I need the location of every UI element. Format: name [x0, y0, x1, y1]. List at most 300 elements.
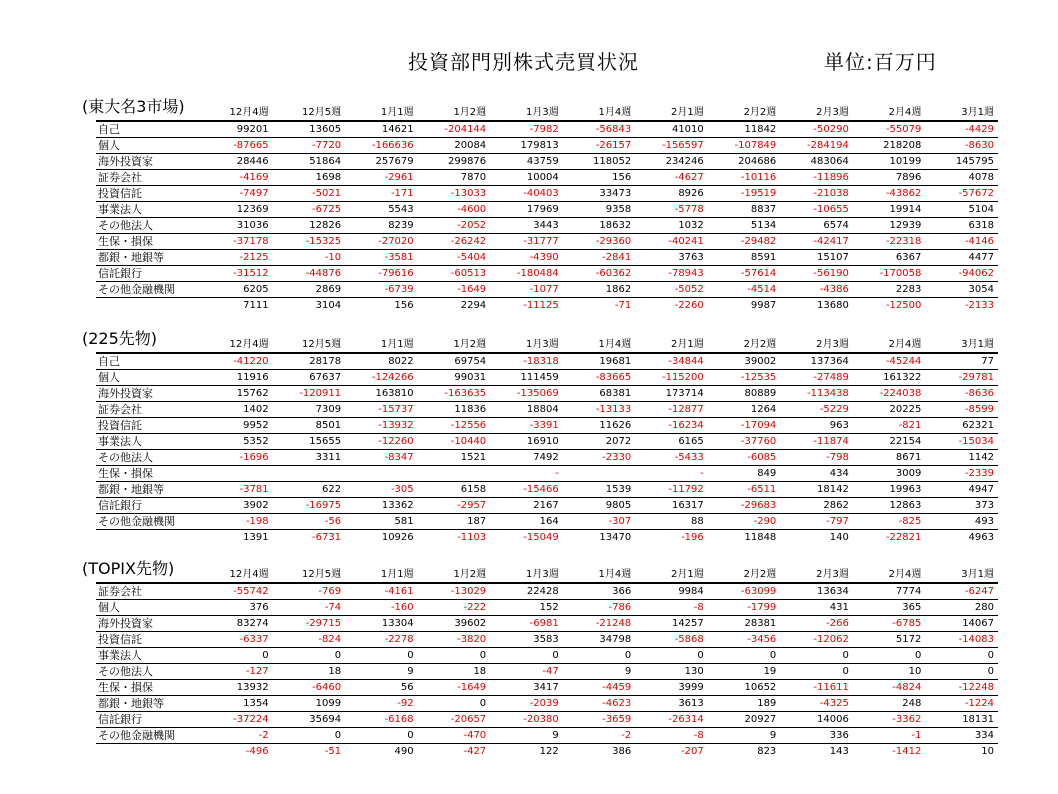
total-cell: 156 — [394, 300, 414, 311]
value-cell: -4169 — [200, 170, 273, 186]
value-cell: 3613 — [635, 696, 708, 712]
value-cell: -798 — [780, 450, 853, 466]
value-cell: 28381 — [708, 616, 781, 632]
value-cell: 0 — [708, 648, 781, 664]
value-cell: -290 — [708, 514, 781, 530]
total-cell: 386 — [612, 746, 632, 757]
value-cell: -37760 — [708, 434, 781, 450]
table-row — [96, 418, 998, 434]
value-cell: -163635 — [418, 386, 491, 402]
value-cell: -17094 — [708, 418, 781, 434]
value-cell: -74 — [273, 600, 346, 616]
total-cell: 823 — [757, 746, 777, 757]
table-row — [96, 466, 998, 482]
value-cell: -3456 — [708, 632, 781, 648]
value-cell: 6574 — [780, 218, 853, 234]
value-cell: 2283 — [853, 282, 926, 298]
value-cell: 17969 — [490, 202, 563, 218]
value-cell: 6318 — [925, 218, 998, 234]
value-cell: -5868 — [635, 632, 708, 648]
value-cell: -12535 — [708, 370, 781, 386]
row-label: 生保・損保 — [96, 466, 200, 482]
value-cell: 28446 — [200, 154, 273, 170]
table-row — [96, 218, 998, 234]
value-cell: 14067 — [925, 616, 998, 632]
value-cell: -1649 — [418, 282, 491, 298]
value-cell: 83274 — [200, 616, 273, 632]
value-cell: 99031 — [418, 370, 491, 386]
value-cell: -11792 — [635, 482, 708, 498]
value-cell: 0 — [490, 648, 563, 664]
value-cell: -307 — [563, 514, 636, 530]
value-cell: -57614 — [708, 266, 781, 282]
value-cell: 4477 — [925, 250, 998, 266]
value-cell: -40241 — [635, 234, 708, 250]
row-label: 海外投資家 — [96, 616, 200, 632]
value-cell: 18 — [418, 664, 491, 680]
value-cell — [273, 466, 346, 482]
value-cell: 11626 — [563, 418, 636, 434]
row-label: 証券会社 — [96, 583, 200, 600]
table-row — [96, 583, 998, 600]
total-cell: -427 — [463, 746, 487, 757]
value-cell: -2 — [563, 728, 636, 744]
value-cell: 77 — [925, 353, 998, 370]
table-row — [96, 696, 998, 712]
value-cell: -769 — [273, 583, 346, 600]
value-cell: 7492 — [490, 450, 563, 466]
value-cell: -2961 — [345, 170, 418, 186]
value-cell: 19914 — [853, 202, 926, 218]
value-cell: 1539 — [563, 482, 636, 498]
total-cell: 13470 — [599, 532, 632, 543]
value-cell: 6205 — [200, 282, 273, 298]
value-cell: 7896 — [853, 170, 926, 186]
value-cell: 483064 — [780, 154, 853, 170]
value-cell: 56 — [345, 680, 418, 696]
row-label: 事業法人 — [96, 648, 200, 664]
value-cell: -20380 — [490, 712, 563, 728]
total-cell: -496 — [245, 746, 269, 757]
week-header: 12月4週 — [200, 105, 273, 121]
value-cell: 14006 — [780, 712, 853, 728]
value-cell: 18632 — [563, 218, 636, 234]
value-cell: -1799 — [708, 600, 781, 616]
value-cell: 31036 — [200, 218, 273, 234]
value-cell: 13932 — [200, 680, 273, 696]
week-header: 1月4週 — [563, 105, 636, 121]
value-cell: 20225 — [853, 402, 926, 418]
header-blank — [96, 337, 200, 353]
value-cell: -6739 — [345, 282, 418, 298]
value-cell: -1224 — [925, 696, 998, 712]
row-label: 都銀・地銀等 — [96, 250, 200, 266]
value-cell: -4429 — [925, 121, 998, 138]
value-cell: 13634 — [780, 583, 853, 600]
value-cell: -6460 — [273, 680, 346, 696]
value-cell: 4078 — [925, 170, 998, 186]
row-label: 海外投資家 — [96, 154, 200, 170]
value-cell: 10004 — [490, 170, 563, 186]
value-cell: -56843 — [563, 121, 636, 138]
value-cell: 179813 — [490, 138, 563, 154]
row-label: 信託銀行 — [96, 266, 200, 282]
week-header: 1月1週 — [345, 337, 418, 353]
total-cell: -51 — [324, 746, 342, 757]
value-cell: 581 — [345, 514, 418, 530]
value-cell: -10655 — [780, 202, 853, 218]
value-cell: 493 — [925, 514, 998, 530]
value-cell: -57672 — [925, 186, 998, 202]
value-cell: -284194 — [780, 138, 853, 154]
total-cell: -2133 — [964, 300, 994, 311]
table-row — [96, 498, 998, 514]
value-cell: -11611 — [780, 680, 853, 696]
week-header: 1月2週 — [418, 337, 491, 353]
value-cell: 11836 — [418, 402, 491, 418]
value-cell: -2039 — [490, 696, 563, 712]
value-cell: 156 — [563, 170, 636, 186]
value-cell: -5021 — [273, 186, 346, 202]
total-cell: 1391 — [243, 532, 269, 543]
row-label: 証券会社 — [96, 402, 200, 418]
value-cell: -2841 — [563, 250, 636, 266]
table-row — [96, 514, 998, 530]
value-cell: -50290 — [780, 121, 853, 138]
week-header: 3月1週 — [925, 337, 998, 353]
page-title: 投資部門別株式売買状況 — [408, 50, 639, 74]
value-cell — [418, 466, 491, 482]
total-cell: -207 — [681, 746, 704, 757]
value-cell: -4390 — [490, 250, 563, 266]
row-label: 自己 — [96, 353, 200, 370]
value-cell: 20084 — [418, 138, 491, 154]
week-header: 2月3週 — [780, 337, 853, 353]
value-cell: -4161 — [345, 583, 418, 600]
value-cell: 3054 — [925, 282, 998, 298]
value-cell: -43862 — [853, 186, 926, 202]
row-label: 信託銀行 — [96, 712, 200, 728]
value-cell: 3999 — [635, 680, 708, 696]
value-cell: 0 — [345, 648, 418, 664]
value-cell: 161322 — [853, 370, 926, 386]
value-cell: -29482 — [708, 234, 781, 250]
value-cell: -44876 — [273, 266, 346, 282]
value-cell: -6168 — [345, 712, 418, 728]
value-cell: -4824 — [853, 680, 926, 696]
value-cell: -12556 — [418, 418, 491, 434]
value-cell: 22154 — [853, 434, 926, 450]
value-cell: 130 — [635, 664, 708, 680]
value-cell: 3763 — [635, 250, 708, 266]
total-cell: -196 — [681, 532, 704, 543]
value-cell: -11896 — [780, 170, 853, 186]
value-cell: 99201 — [200, 121, 273, 138]
row-label: 信託銀行 — [96, 498, 200, 514]
total-cell: 10926 — [381, 532, 414, 543]
table-row — [96, 712, 998, 728]
value-cell: -11874 — [780, 434, 853, 450]
value-cell: -2330 — [563, 450, 636, 466]
value-cell: -124266 — [345, 370, 418, 386]
week-header: 1月1週 — [345, 567, 418, 583]
value-cell: 248 — [853, 696, 926, 712]
row-label: 海外投資家 — [96, 386, 200, 402]
value-cell: 18 — [273, 664, 346, 680]
value-cell: -56190 — [780, 266, 853, 282]
week-header: 2月2週 — [708, 105, 781, 121]
value-cell: -2339 — [925, 466, 998, 482]
row-label: 自己 — [96, 121, 200, 138]
value-cell: 1521 — [418, 450, 491, 466]
value-cell: 10652 — [708, 680, 781, 696]
value-cell: -79616 — [345, 266, 418, 282]
value-cell — [563, 466, 636, 482]
table-row — [96, 482, 998, 498]
value-cell: 6158 — [418, 482, 491, 498]
row-label: その他金融機関 — [96, 514, 200, 530]
value-cell: 12369 — [200, 202, 273, 218]
value-cell: -26314 — [635, 712, 708, 728]
total-cell: 4963 — [968, 532, 994, 543]
total-cell: 13680 — [817, 300, 849, 311]
value-cell: -5229 — [780, 402, 853, 418]
week-header: 2月2週 — [708, 337, 781, 353]
value-cell: -1696 — [200, 450, 273, 466]
total-cell: -1412 — [892, 746, 922, 757]
value-cell: -29360 — [563, 234, 636, 250]
value-cell: -21248 — [563, 616, 636, 632]
total-cell: 490 — [394, 746, 414, 757]
value-cell: 0 — [853, 648, 926, 664]
table-row — [96, 616, 998, 632]
table-row — [96, 234, 998, 250]
row-label: 事業法人 — [96, 202, 200, 218]
value-cell: -266 — [780, 616, 853, 632]
week-header: 1月4週 — [563, 337, 636, 353]
value-cell: 15762 — [200, 386, 273, 402]
value-cell: 299876 — [418, 154, 491, 170]
value-cell: 3311 — [273, 450, 346, 466]
value-cell: 8837 — [708, 202, 781, 218]
value-cell: 0 — [780, 664, 853, 680]
value-cell: 204686 — [708, 154, 781, 170]
value-cell: -135069 — [490, 386, 563, 402]
value-cell: -15466 — [490, 482, 563, 498]
value-cell: 3583 — [490, 632, 563, 648]
value-cell: 9 — [345, 664, 418, 680]
value-cell: 6367 — [853, 250, 926, 266]
value-cell: -3820 — [418, 632, 491, 648]
total-row — [96, 298, 998, 314]
value-cell: 0 — [925, 664, 998, 680]
value-cell: -18318 — [490, 353, 563, 370]
week-header: 2月2週 — [708, 567, 781, 583]
value-cell: -87665 — [200, 138, 273, 154]
value-cell: 12863 — [853, 498, 926, 514]
value-cell: -27489 — [780, 370, 853, 386]
value-cell: -2 — [200, 728, 273, 744]
section-label: (225先物) — [82, 329, 158, 348]
value-cell: -170058 — [853, 266, 926, 282]
value-cell: 0 — [273, 728, 346, 744]
row-label: 事業法人 — [96, 434, 200, 450]
value-cell: 33473 — [563, 186, 636, 202]
header-row — [96, 337, 998, 353]
trading-table — [96, 105, 998, 313]
value-cell: 234246 — [635, 154, 708, 170]
value-cell: 152 — [490, 600, 563, 616]
table-row — [96, 680, 998, 696]
value-cell: 9952 — [200, 418, 273, 434]
value-cell: 849 — [708, 466, 781, 482]
row-label: 証券会社 — [96, 170, 200, 186]
value-cell: -2125 — [200, 250, 273, 266]
value-cell: -78943 — [635, 266, 708, 282]
value-cell: 11916 — [200, 370, 273, 386]
value-cell: 39002 — [708, 353, 781, 370]
value-cell: -7982 — [490, 121, 563, 138]
value-cell: 336 — [780, 728, 853, 744]
value-cell: -13033 — [418, 186, 491, 202]
value-cell: -305 — [345, 482, 418, 498]
value-cell: -224038 — [853, 386, 926, 402]
value-cell: -5052 — [635, 282, 708, 298]
value-cell: -786 — [563, 600, 636, 616]
total-row — [96, 744, 998, 760]
value-cell: 187 — [418, 514, 491, 530]
table-row — [96, 353, 998, 370]
value-cell: 0 — [273, 648, 346, 664]
table-row — [96, 648, 998, 664]
trading-table — [96, 567, 998, 759]
value-cell: -120911 — [273, 386, 346, 402]
table-row — [96, 370, 998, 386]
value-cell: 80889 — [708, 386, 781, 402]
table-row — [96, 138, 998, 154]
value-cell: -8630 — [925, 138, 998, 154]
trading-table — [96, 337, 998, 545]
value-cell: -29683 — [708, 498, 781, 514]
value-cell: -3391 — [490, 418, 563, 434]
value-cell: -1 — [853, 728, 926, 744]
value-cell: -34844 — [635, 353, 708, 370]
value-cell: 5543 — [345, 202, 418, 218]
total-cell: -11125 — [523, 300, 559, 311]
total-cell: 143 — [829, 746, 849, 757]
week-header: 1月3週 — [490, 567, 563, 583]
value-cell: -12248 — [925, 680, 998, 696]
value-cell: 13304 — [345, 616, 418, 632]
value-cell: 0 — [925, 648, 998, 664]
header-blank — [96, 105, 200, 121]
table-row — [96, 250, 998, 266]
value-cell: -825 — [853, 514, 926, 530]
value-cell: -2278 — [345, 632, 418, 648]
value-cell: 365 — [853, 600, 926, 616]
total-cell: 3104 — [315, 300, 342, 311]
value-cell: 88 — [635, 514, 708, 530]
value-cell: 9984 — [635, 583, 708, 600]
value-cell: 69754 — [418, 353, 491, 370]
row-label: 個人 — [96, 370, 200, 386]
header-row — [96, 567, 998, 583]
value-cell: -21038 — [780, 186, 853, 202]
table-row — [96, 402, 998, 418]
value-cell: 257679 — [345, 154, 418, 170]
value-cell: 34798 — [563, 632, 636, 648]
value-cell: -3362 — [853, 712, 926, 728]
value-cell: -6785 — [853, 616, 926, 632]
value-cell: -31777 — [490, 234, 563, 250]
row-label: 投資信託 — [96, 186, 200, 202]
value-cell: -13133 — [563, 402, 636, 418]
table-row — [96, 728, 998, 744]
value-cell: -3659 — [563, 712, 636, 728]
value-cell: -156597 — [635, 138, 708, 154]
total-cell: 10 — [981, 746, 994, 757]
value-cell: 218208 — [853, 138, 926, 154]
value-cell: 9358 — [563, 202, 636, 218]
value-cell: 8671 — [853, 450, 926, 466]
value-cell: -127 — [200, 664, 273, 680]
week-header: 2月4週 — [853, 337, 926, 353]
value-cell: -13029 — [418, 583, 491, 600]
value-cell: 963 — [780, 418, 853, 434]
value-cell: 12826 — [273, 218, 346, 234]
value-cell: 431 — [780, 600, 853, 616]
value-cell: -166636 — [345, 138, 418, 154]
value-cell: -8599 — [925, 402, 998, 418]
value-cell: 0 — [345, 728, 418, 744]
total-row — [96, 530, 998, 546]
value-cell: -10116 — [708, 170, 781, 186]
table-row — [96, 282, 998, 298]
week-header: 1月2週 — [418, 567, 491, 583]
value-cell: -37224 — [200, 712, 273, 728]
value-cell — [200, 466, 273, 482]
table-row — [96, 600, 998, 616]
value-cell: -45244 — [853, 353, 926, 370]
week-header: 12月4週 — [200, 337, 273, 353]
value-cell: -5778 — [635, 202, 708, 218]
value-cell: -1077 — [490, 282, 563, 298]
value-cell: -6337 — [200, 632, 273, 648]
value-cell: 16317 — [635, 498, 708, 514]
week-header: 2月3週 — [780, 105, 853, 121]
table-row — [96, 632, 998, 648]
value-cell: 19 — [708, 664, 781, 680]
value-cell: -4600 — [418, 202, 491, 218]
value-cell: -13932 — [345, 418, 418, 434]
value-cell: 5134 — [708, 218, 781, 234]
value-cell: 19963 — [853, 482, 926, 498]
table-row — [96, 434, 998, 450]
value-cell: 137364 — [780, 353, 853, 370]
value-cell: 8926 — [635, 186, 708, 202]
value-cell: -8636 — [925, 386, 998, 402]
value-cell: 8591 — [708, 250, 781, 266]
value-cell: 39602 — [418, 616, 491, 632]
value-cell: 118052 — [563, 154, 636, 170]
row-label: 生保・損保 — [96, 234, 200, 250]
value-cell: 13605 — [273, 121, 346, 138]
row-label: その他金融機関 — [96, 282, 200, 298]
value-cell: -47 — [490, 664, 563, 680]
value-cell: 2862 — [780, 498, 853, 514]
value-cell: 376 — [200, 600, 273, 616]
value-cell — [345, 466, 418, 482]
